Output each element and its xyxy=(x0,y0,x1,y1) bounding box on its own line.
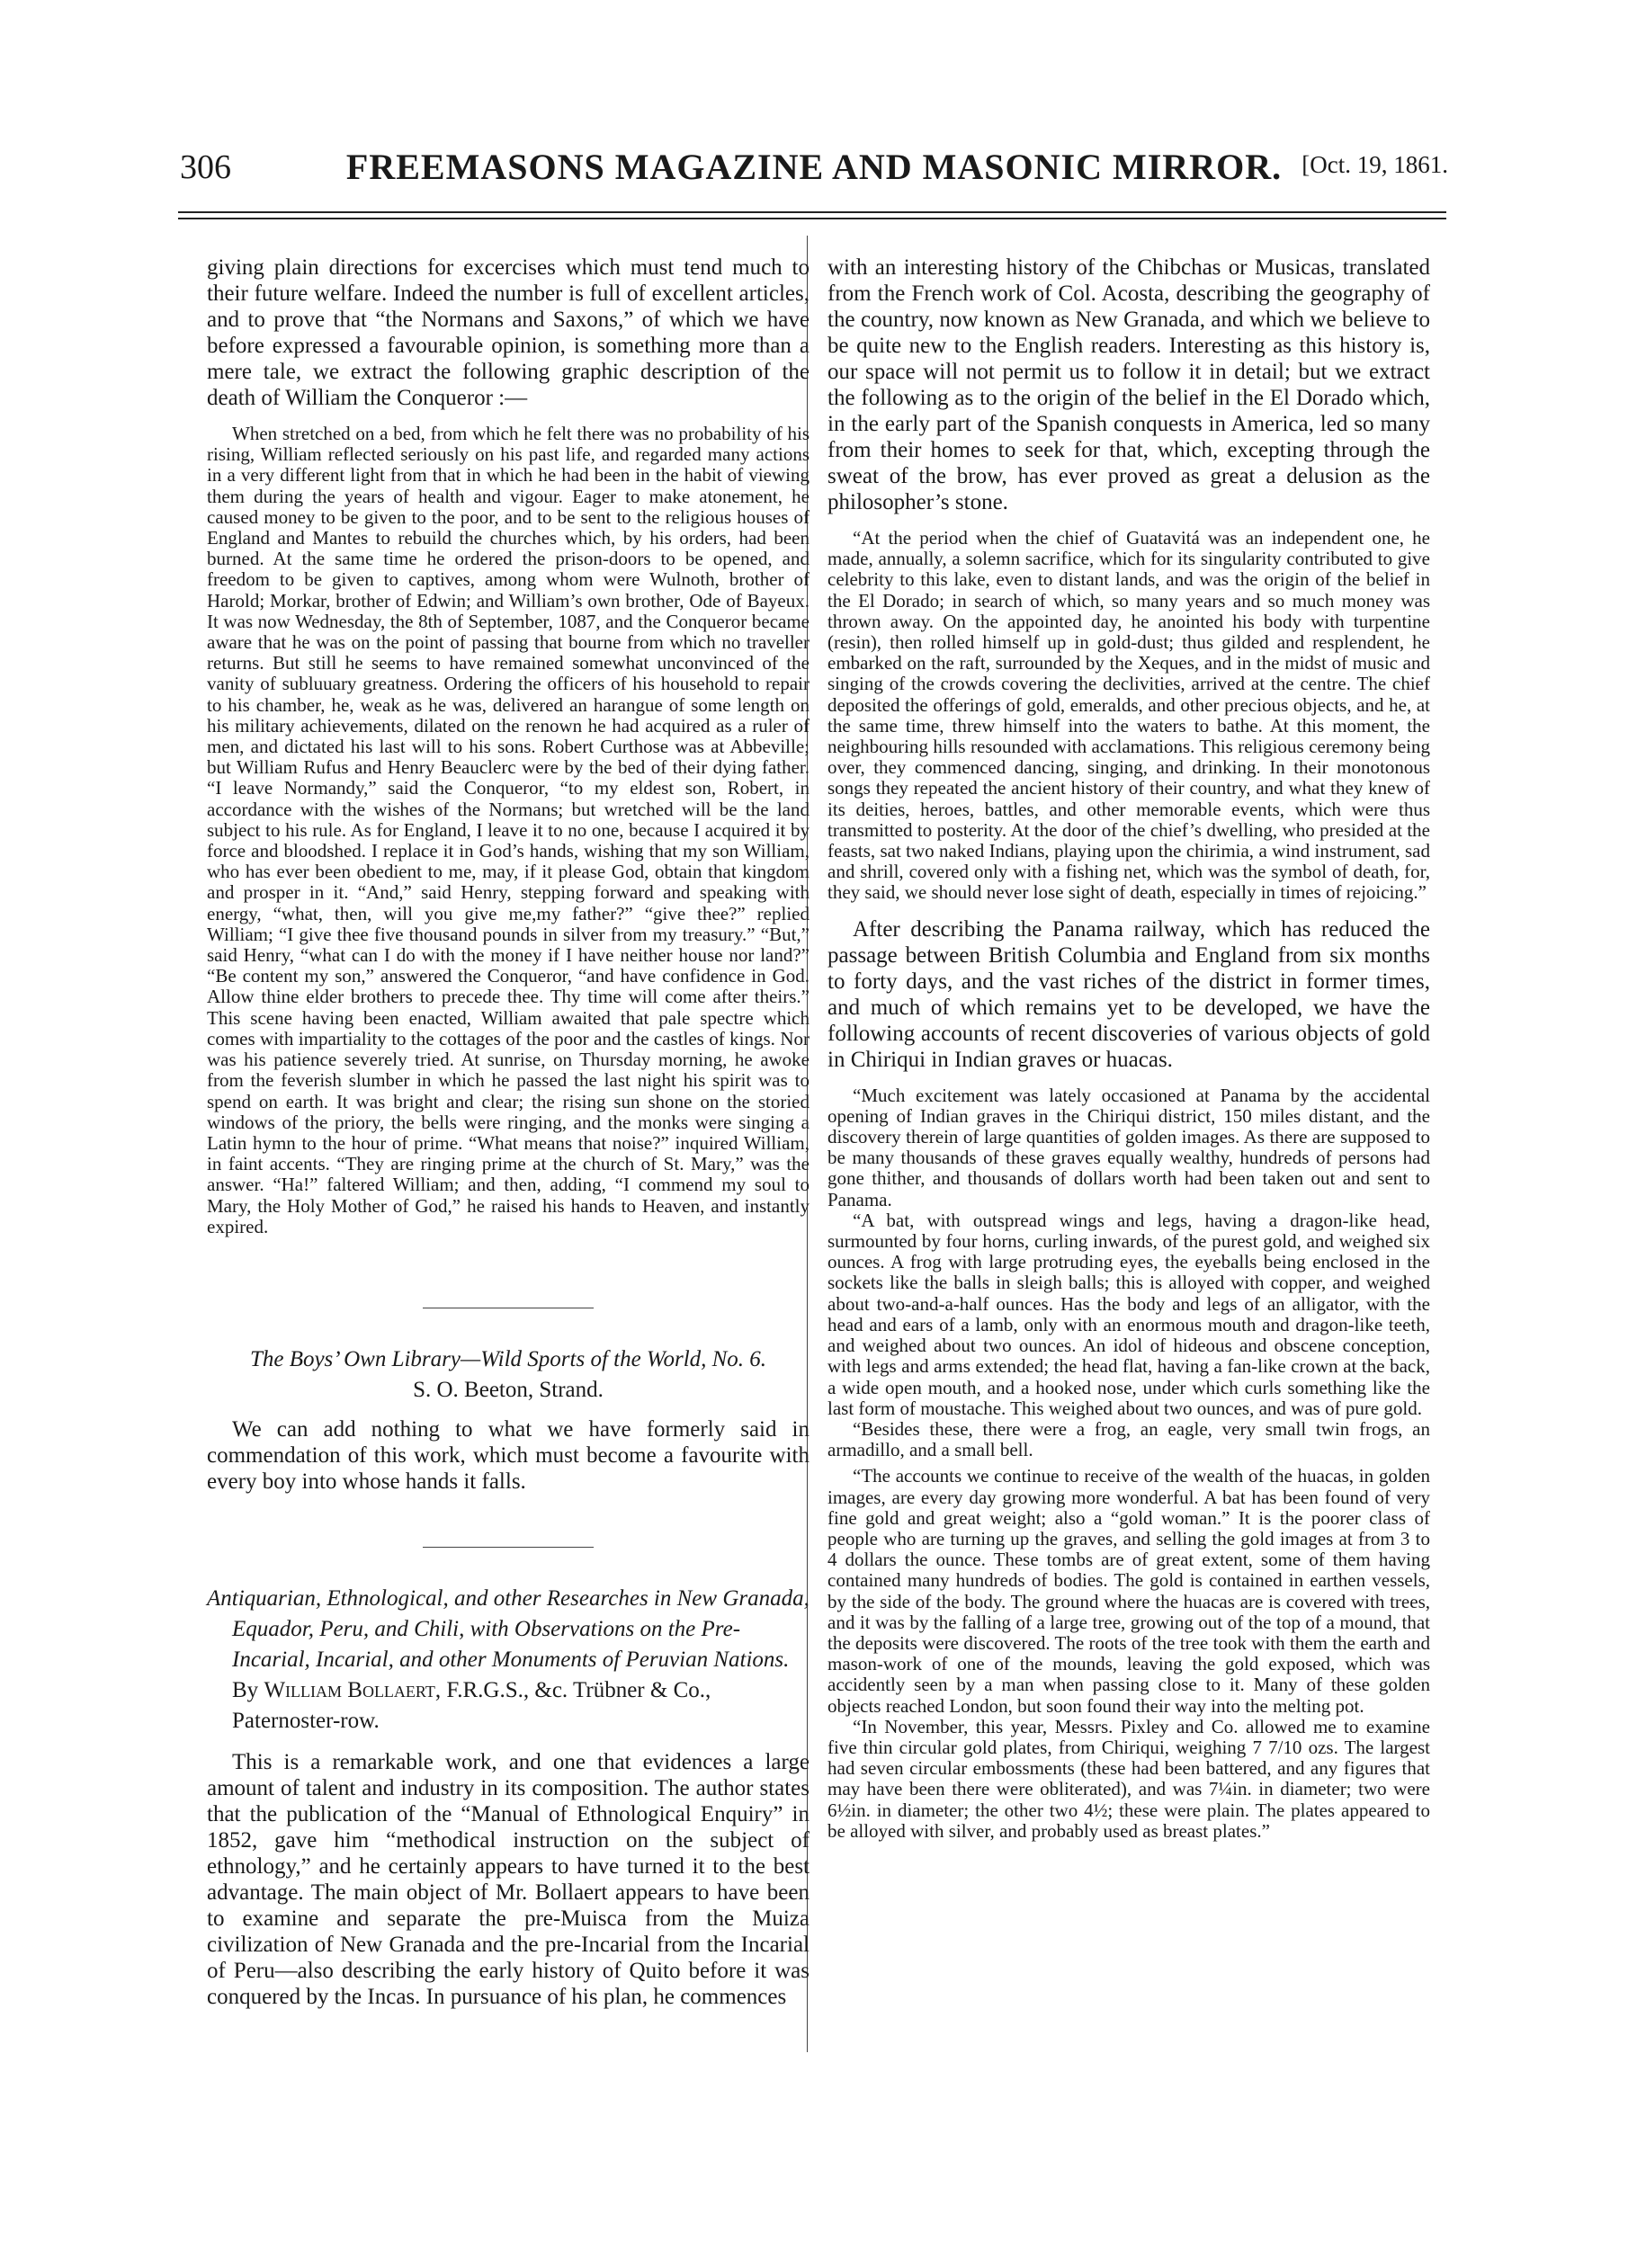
quote-paragraph: “The accounts we continue to receive of the wealth of the huacas, in golden images, are every day growing more wonderful. A bat has been found of very fine gold and great weight; also a “gold woman.” It is the poorer class of people who are turning up the graves, and selling the gold images at from 3 to 4 dollars the ounce. These tombs are of great extent, some of them having contained many hundreds of bodies. The gold is contained in earthen vessels, by the side of the body. The ground where the huacas are is covered with trees, and it was by the falling of a large tree, growing out of the top of a mound, that the deposits were discovered. The roots of the tree took with them the earth and mason-work of one of the mounds, leaving the gold exposed, which was accidently seen by a man when passing close to it. Many of these golden objects reached London, but soon found their way into the melting pot. xyxy=(827,1465,1430,1717)
page-number: 306 xyxy=(180,148,231,186)
review-publisher: , F.R.G.S., &c. Trübner & Co., Paternoster-row. xyxy=(232,1677,711,1733)
review-body: This is a remarkable work, and one that evidences a large amount of talent and industry in its composition. The author states that the publication of the “Manual of Ethnological Enquiry” in 1852, gave him “methodical instruction on the subject of ethnology,” and he certainly appears to have turned it to the best advantage. The main object of Mr. Bollaert appears to have been to examine and separate the pre-Muisca from the Muiza civilization of New Granada and the pre-Incarial from the Incarial of Peru—also describing the early history of Quito before it was conquered by the Incas. In pursuance of his plan, he commences xyxy=(207,1749,810,2009)
intro-paragraph: giving plain directions for excercises which must tend much to their future welfare. Indeed the number is full of excellent articles, and to prove that “the Normans and Saxons,” of which we have before expressed a favourable opinion, is something more than a mere tale, we extract the following graphic description of the death of William the Conqueror :— xyxy=(207,255,810,410)
conqueror-quote: When stretched on a bed, from which he felt there was no probability of his rising, William reflected seriously on his past life, and regarded many actions in a very different light from that in which he had been in the habit of viewing them during the years of health and vigour. Eager to make atonement, he caused money to be given to the poor, and to be sent to the religious houses of England and Mantes to rebuild the churches which, by his orders, had been burned. At the same time he ordered the prison-doors to be opened, and freedom to be given to captives, among whom were Wulnoth, brother of Harold; Morkar, brother of Edwin; and William’s own brother, Ode of Bayeux. It was now Wednesday, the 8th of September, 1087, and the Conqueror became aware that he was on the point of passing that bourne from which no traveller returns. But still he seems to have remained somewhat unconvinced of the vanity of subluuary greatness. Ordering the officers of his household to repair to his chamber, he, weak as he was, delivered an harangue of some length on his military achievements, dilated on the renown he had acquired as a ruler of men, and dictated his last will to his sons. Robert Curthose was at Abbeville; but William Rufus and Henry Beauclerc were by the bed of their dying father. “I leave Normandy,” said the Conqueror, “to my eldest son, Robert, in accordance with the wishes of the Normans; but wretched will be the land subject to his rule. As for England, I leave it to no one, because I acquired it by force and bloodshed. I replace it in God’s hands, wishing that my son William, who has ever been obedient to me, may, if it please God, obtain that kingdom and prosper in it. “And,” said Henry, stepping forward and speaking with energy, “what, then, will you give me,my father?” “give thee?” replied William; “I give thee five thousand pounds in silver from my treasury.” “But,” said Henry, “what can I do with the money if I have neither house nor land?” “Be content my son,” answered the Conqueror, “and have confidence in God. Allow thine elder brothers to precede thee. Thy time will come after theirs.” This scene having been enacted, William awaited that pale spectre which comes with impartiality to the cottages of the poor and the castles of kings. Nor was his patience severely tried. At sunrise, on Thursday morning, he awoke from the feverish slumber in which he passed the last night his spirit was to spend on earth. It was bright and clear; the rising sun shone on the storied windows of the priory, the bells were ringing, and the monks were singing a Latin hymn to the hour of prime. “What means that noise?” inquired William, in faint accents. “They are ringing prime at the church of St. Mary,” was the answer. “Ha!” faltered William; and then, adding, “I commend my soul to Mary, the Holy Mother of God,” he raised his hands to Heaven, and instantly expired. xyxy=(207,423,810,1237)
review-author: William Bollaert xyxy=(264,1677,435,1702)
body-paragraph: with an interesting history of the Chibchas or Musicas, translated from the French work of Col. Acosta, describing the geography of the country, now known as New Granada, and which we believe to be quite new to the English readers. Interesting as this history is, our space will not permit us to follow it in detail; but we extract the following as to the origin of the belief in the El Dorado which, in the early part of the Spanish conquests in America, led so many from their homes to seek for that, which, excepting through the sweat of the brow, has ever proved as great a delusion as the philosopher’s stone. xyxy=(827,255,1430,514)
masthead: FREEMASONS MAGAZINE AND MASONIC MIRROR. xyxy=(345,147,1283,187)
body-paragraph: After describing the Panama railway, which has reduced the passage between British Columbia and England from six months to forty days, and the vast riches of the district in former times, and much of which remains yet to be developed, we have the following accounts of recent discoveries of various objects of gold in Chiriqui in Indian graves or huacas. xyxy=(827,916,1430,1072)
quote-paragraph: “At the period when the chief of Guatavitá was an independent one, he made, annually, a solemn sacrifice, which for its singularity contributed to give celebrity to this lake, even to distant lands, and was the origin of the belief in the El Dorado; in search of which, so many years and so much money was thrown away. On the appointed day, he anointed his body with turpentine (resin), then rolled himself up in gold-dust; thus gilded and resplendent, he embarked on the raft, surrounded by the Xeques, and in the midst of music and singing of the crowds covering the declivities, arrived at the centre. The chief deposited the offerings of gold, emeralds, and other precious objects, and he, at the same time, threw himself into the waters to bathe. At this moment, the neighbouring hills resounded with acclamations. This religious ceremony being over, they commenced dancing, singing, and drinking. In their monotonous songs they repeated the ancient history of their country, and what they knew of its deities, heroes, battles, and other memorable events, which were thus transmitted to posterity. At the door of the chief’s dwelling, who presided at the feasts, sat two naked Indians, playing upon the chirimia, a wind instrument, sad and shrill, covered only with a fishing net, which was the symbol of death, for, they said, we should never lose sight of death, especially in times of rejoicing.” xyxy=(827,527,1430,904)
quote-paragraph: “In November, this year, Messrs. Pixley and Co. allowed me to examine five thin circular gold plates, from Chiriqui, weighing 7 7/10 ozs. The largest had seven circular embossments (these had been battered, and any figures that may have been there were obliterated), and was 7¼in. in diameter; two were 6½in. in diameter; the other two 4½; these were plain. The plates appeared to be alloyed with silver, and probably used as breast plates.” xyxy=(827,1715,1430,1842)
issue-date: [Oct. 19, 1861. xyxy=(1302,151,1448,178)
right-column xyxy=(827,254,1430,1842)
quote-paragraph: “A bat, with outspread wings and legs, having a dragon-like head, surmounted by four horns, curling inwards, of the purest gold, and weighed six ounces. A frog with large protruding eyes, the eyeballs being enclosed in the sockets like the balls in sleigh balls; this is alloyed with copper, and weighed about two-and-a-half ounces. Has the body and legs of an alligator, with the head and ears of a lamb, only with an enormous mouth and dragon-like teeth, and weighed about two ounces. An idol of hideous and obscene conception, with legs and arms extended; the head flat, having a fan-like crown at the back, a wide open mouth, and a hooked nose, under which curls something like the last form of moustache. This weighed about two ounces, and was of pure gold. xyxy=(827,1209,1430,1419)
header-rule-bottom xyxy=(178,218,1446,219)
quote-paragraph: “Much excitement was lately occasioned at Panama by the accidental opening of Indian graves in the Chiriqui district, 150 miles distant, and the discovery therein of large quantities of golden images. As there are supposed to be many thousands of these graves equally wealthy, hundreds of persons had gone thither, and thousands of dollars worth had been taken out and sent to Panama. xyxy=(827,1084,1430,1210)
section-separator xyxy=(423,1547,594,1548)
review-publisher: S. O. Beeton, Strand. xyxy=(413,1377,604,1402)
header-rule-top xyxy=(178,211,1446,213)
quote-paragraph: “Besides these, there were a frog, an eagle, very small twin frogs, an armadillo, and a small bell. xyxy=(827,1417,1430,1461)
review-title xyxy=(207,1584,810,1737)
review-by: By xyxy=(232,1677,259,1702)
page-header xyxy=(180,146,1448,200)
left-column xyxy=(207,254,810,2010)
review-title xyxy=(207,1344,810,1406)
review-title-text: Antiquarian, Ethnological, and other Researches in New Granada, Equador, Peru, and Chili, with Observations on the Pre-Incarial, Incarial, and other Monuments of Peruvian Nations. xyxy=(207,1585,810,1672)
review-body: We can add nothing to what we have formerly said in commendation of this work, which must become a favourite with every boy into whose hands it falls. xyxy=(207,1416,810,1494)
review-title-text: The Boys’ Own Library—Wild Sports of the World, No. 6. xyxy=(249,1346,767,1371)
